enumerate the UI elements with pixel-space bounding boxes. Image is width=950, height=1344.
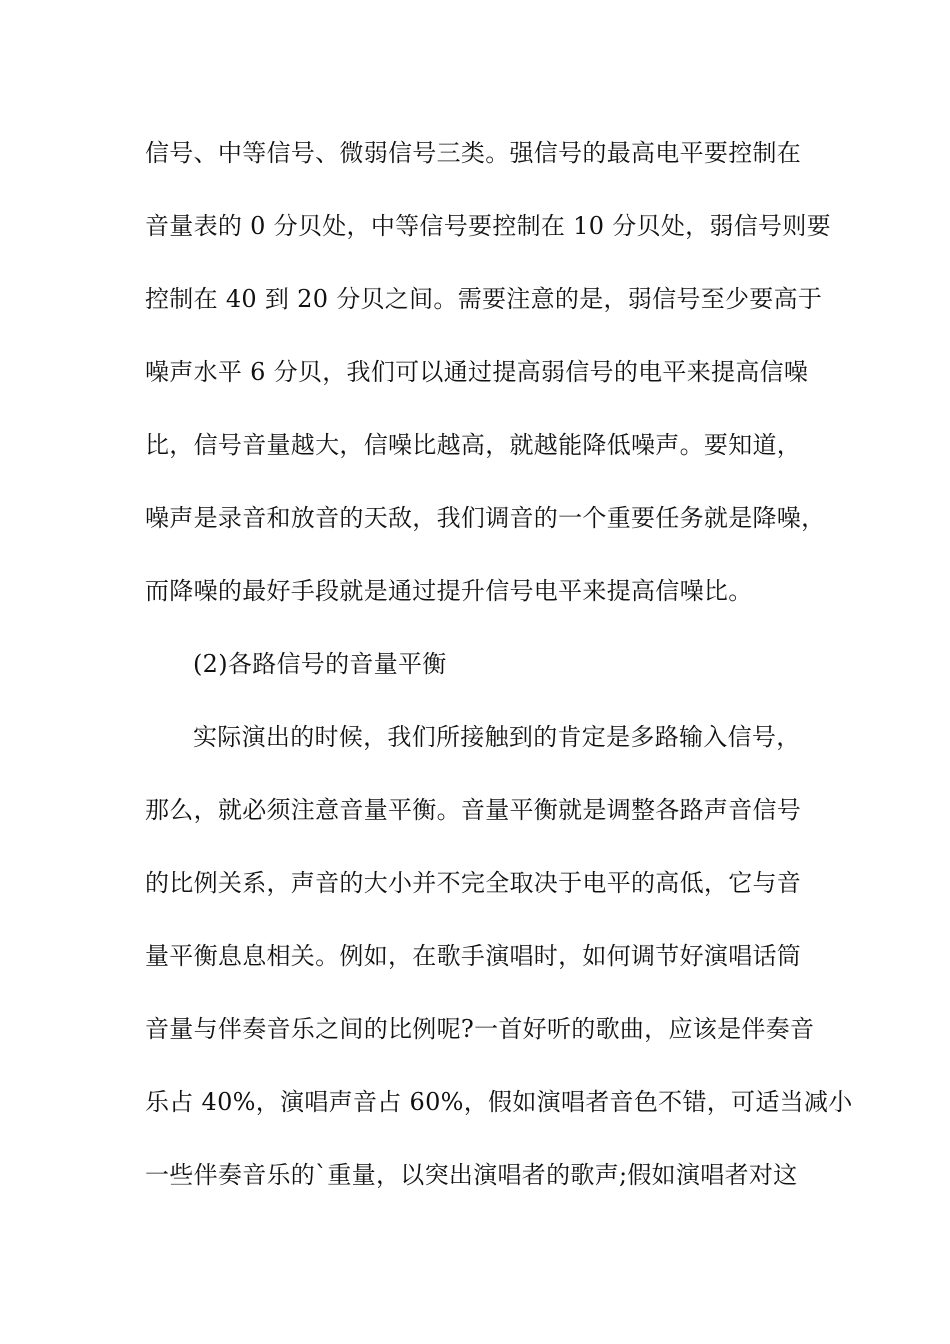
paragraph-line: 一些伴奏音乐的`重量，以突出演唱者的歌声;假如演唱者对这 [145,1161,798,1189]
paragraph-line: 而降噪的最好手段就是通过提升信号电平来提高信噪比。 [145,577,753,605]
paragraph-line: 比，信号音量越大，信噪比越高，就越能降低噪声。要知道， [145,431,802,459]
paragraph-line: 实际演出的时候，我们所接触到的肯定是多路输入信号， [193,723,801,751]
paragraph-line: 量平衡息息相关。例如，在歌手演唱时，如何调节好演唱话筒 [145,942,802,970]
paragraph-line: 乐占 40%，演唱声音占 60%，假如演唱者音色不错，可适当减小 [145,1088,853,1116]
paragraph-line: 信号、中等信号、微弱信号三类。强信号的最高电平要控制在 [145,139,802,167]
paragraph-line: 噪声是录音和放音的天敌，我们调音的一个重要任务就是降噪， [145,504,826,532]
paragraph-line: 控制在 40 到 20 分贝之间。需要注意的是，弱信号至少要高于 [145,285,823,313]
paragraph-line: 的比例关系，声音的大小并不完全取决于电平的高低，它与音 [145,869,802,897]
paragraph-line: 那么，就必须注意音量平衡。音量平衡就是调整各路声音信号 [145,796,802,824]
paragraph-line: 噪声水平 6 分贝，我们可以通过提高弱信号的电平来提高信噪 [145,358,809,386]
paragraph-line: 音量与伴奏音乐之间的比例呢?一首好听的歌曲，应该是伴奏音 [145,1015,815,1043]
section-heading: (2)各路信号的音量平衡 [193,650,447,678]
paragraph-line: 音量表的 0 分贝处，中等信号要控制在 10 分贝处，弱信号则要 [145,212,831,240]
body-text [145,126,853,1221]
